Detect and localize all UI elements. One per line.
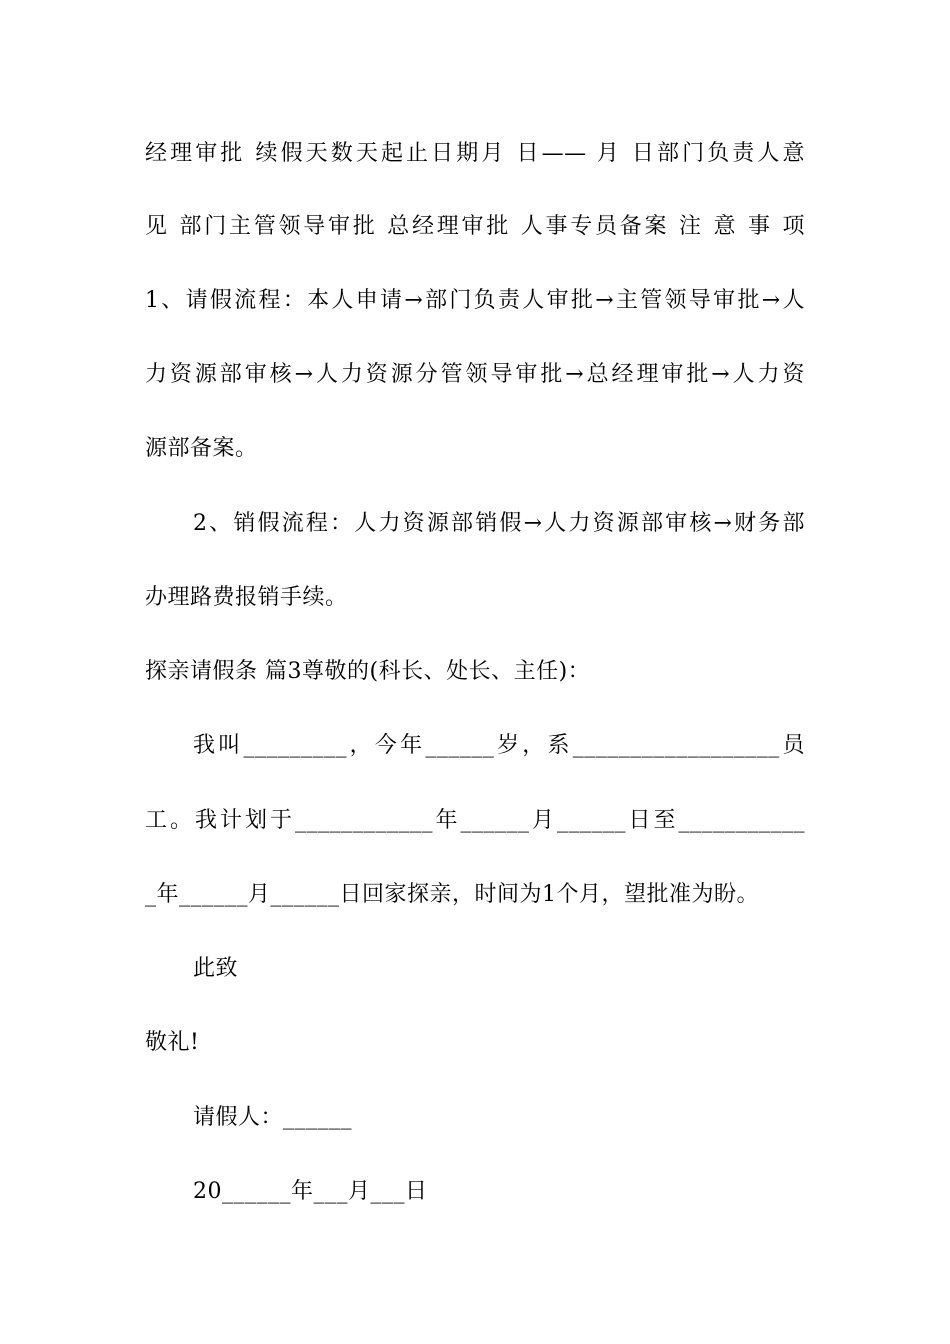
section-heading: 探亲请假条 篇3尊敬的(科长、处长、主任)： — [145, 659, 591, 684]
text-line-11: _年______月______日回家探亲，时间为1个月，望批准为盼。 — [145, 882, 759, 907]
text-line-3: 1、请假流程：本人申请→部门负责人审批→主管领导审批→人 — [145, 288, 805, 313]
text-line-1: 经理审批 续假天数天起止日期月 日—— 月 日部门负责人意 — [145, 141, 805, 166]
text-line-6: 2、销假流程：人力资源部销假→人力资源部审核→财务部 — [193, 511, 805, 536]
text-line-7: 办理路费报销手续。 — [145, 585, 348, 610]
text-line-2: 见 部门主管领导审批 总经理审批 人事专员备案 注 意 事 项 — [145, 214, 805, 239]
closing-line: 此致 — [193, 956, 239, 981]
text-line-5: 源部备案。 — [145, 436, 258, 461]
text-line-9: 我叫_________，今年______岁，系__________________员 — [193, 733, 805, 758]
text-line-4: 力资源部审核→人力资源分管领导审批→总经理审批→人力资 — [145, 362, 805, 387]
text-line-10: 工。我计划于____________年______月______日至___________ — [145, 808, 805, 833]
date-line: 20______年___月___日 — [193, 1179, 428, 1204]
signature-line: 请假人：______ — [193, 1105, 353, 1130]
salutation-line: 敬礼! — [145, 1030, 200, 1055]
